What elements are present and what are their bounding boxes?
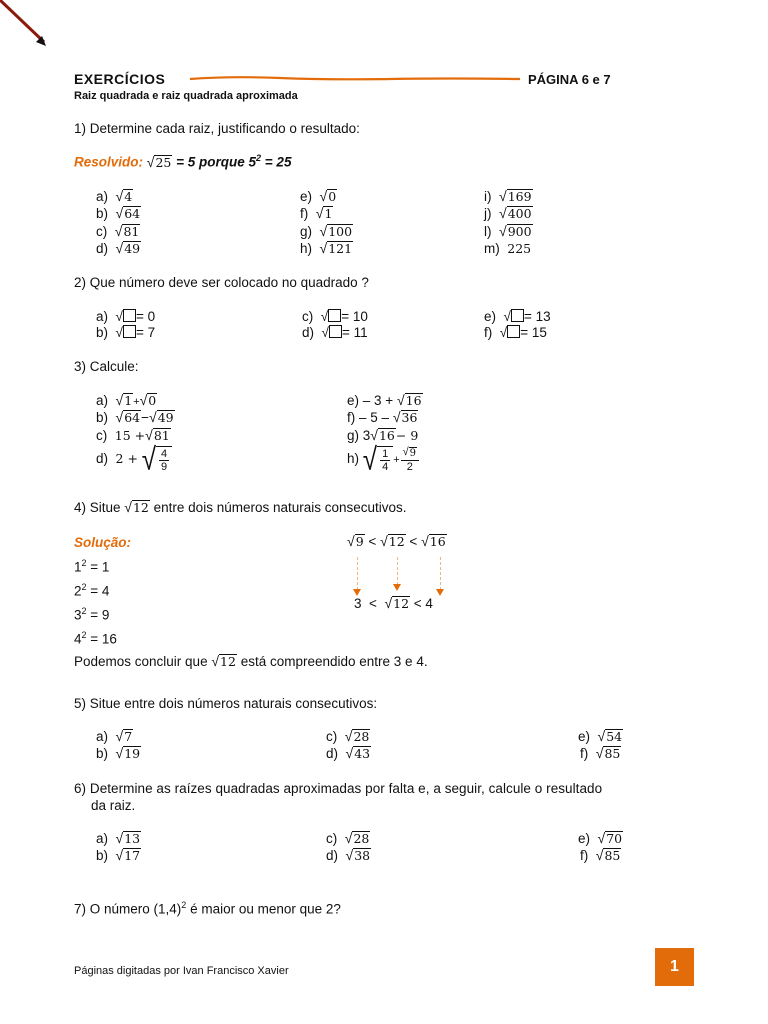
q5-item: f) √ 85 (580, 745, 621, 761)
q3-item-h: h) √ $\frac{1}{4}$ + √ 9 2 (347, 446, 420, 473)
q2-item: d) √ = 11 (302, 325, 368, 340)
q1-item: d) √ 49 (96, 240, 141, 256)
q4-conclusion: Podemos concluir que √ 12 está compreendido entre 3 e 4. (74, 653, 428, 669)
q2-item: f) √ = 15 (484, 325, 547, 340)
corner-arrow-icon (0, 0, 60, 60)
q5-item: d) √ 43 (326, 745, 371, 761)
blank-box[interactable] (329, 325, 342, 338)
arrow-line-left (357, 557, 358, 590)
blank-box[interactable] (123, 325, 136, 338)
q6-item: d) √ 38 (326, 847, 371, 863)
q6-item: a) √ 13 (96, 830, 141, 846)
power-row-1: $1^2 = 1$ (74, 558, 110, 575)
q1-item: m) 225 (484, 241, 532, 256)
q6-item: f) √ 85 (580, 847, 621, 863)
q2-prompt: 2) Que número deve ser colocado no quadrado ? (74, 275, 369, 290)
q1-item: j) √ 400 (484, 205, 532, 221)
header-title: EXERCÍCIOS (74, 71, 166, 87)
inequality-top: √ 9 < √ 12 < √ 16 (347, 533, 446, 549)
page-reference: PÁGINA 6 e 7 (528, 72, 611, 87)
q1-item: h) √ 121 (300, 240, 353, 256)
arrow-head-mid (393, 584, 401, 591)
q1-item: i) √ 169 (484, 188, 532, 204)
q5-item: a) √ 7 (96, 728, 133, 744)
arrow-head-left (353, 589, 361, 596)
arrow-line-right (440, 557, 441, 590)
header-rule (190, 75, 520, 83)
q6-item: e) √ 70 (578, 830, 623, 846)
page-number-badge (655, 948, 694, 986)
blank-box[interactable] (511, 309, 524, 322)
q3-item-c: c) 15 + √ 81 (96, 427, 170, 443)
arrow-line-mid (397, 557, 398, 585)
q3-item-b: b) √ 64 − √ 49 (96, 409, 174, 425)
power-row-4: $4^2 = 16$ (74, 630, 117, 647)
q2-item: e) √ = 13 (484, 309, 551, 324)
q1-item: c) √ 81 (96, 223, 140, 239)
q2-item: c) √ = 10 (302, 309, 368, 324)
solved-label: Resolvido: (74, 154, 144, 170)
q1-item: g) √ 100 (300, 223, 353, 239)
q3-item-d: d) 2 + √ $\frac{4}{9}$ (96, 446, 172, 473)
power-row-3: $3^2 = 9$ (74, 606, 110, 623)
q6-prompt-line1: 6) Determine as raízes quadradas aproximadas por falta e, a seguir, calcule o resultado (74, 781, 603, 796)
q2-item: a) √ = 0 (96, 309, 156, 324)
q6-prompt-line2: da raiz. (91, 798, 136, 813)
q5-item: e) √ 54 (578, 728, 623, 744)
blank-box[interactable] (507, 325, 520, 338)
arrow-head-right (436, 589, 444, 596)
q1-item: l) √ 900 (484, 223, 532, 239)
q4-prompt: 4) Situe √ 12 entre dois números naturais consecutivos. (74, 499, 407, 515)
q7-prompt: 7) O número $(1,4)^2$ é maior ou menor que 2? (74, 900, 341, 917)
blank-box[interactable] (123, 309, 136, 322)
q3-item-f: f) – 5 – √ 36 (347, 409, 418, 425)
inequality-bottom: 3 < √ 12 < 4 (354, 595, 433, 611)
header-subtitle: Raiz quadrada e raiz quadrada aproximada (74, 90, 298, 102)
q6-item: c) √ 28 (326, 830, 370, 846)
q3-item-e: e) – 3 + √ 16 (347, 392, 422, 408)
q1-item: f) √ 1 (300, 205, 333, 221)
blank-box[interactable] (328, 309, 341, 322)
q3-item-g: g) 3 √ 16 − 9 (347, 427, 419, 443)
q5-item: c) √ 28 (326, 728, 370, 744)
q3-prompt: 3) Calcule: (74, 359, 139, 374)
q3-item-a: a) √ 1 + √ 0 (96, 392, 157, 408)
q1-item: b) √ 64 (96, 205, 141, 221)
q6-item: b) √ 17 (96, 847, 141, 863)
q1-item: e) √ 0 (300, 188, 337, 204)
solved-radicand: 25 (155, 154, 172, 170)
q1-item: a) √ 4 (96, 188, 133, 204)
power-row-2: $2^2 = 4$ (74, 582, 110, 599)
q5-prompt: 5) Situe entre dois números naturais consecutivos: (74, 696, 378, 711)
q2-item: b) √ = 7 (96, 325, 156, 340)
page-number: 1 (670, 958, 679, 975)
q1-prompt: 1) Determine cada raiz, justificando o resultado: (74, 121, 360, 136)
q5-item: b) √ 19 (96, 745, 141, 761)
solution-label: Solução: (74, 535, 132, 550)
q1-solved-example: Resolvido: √ 25 = 5 porque $5^2 = 25$ (74, 153, 292, 170)
footer-credit: Páginas digitadas por Ivan Francisco Xavier (74, 965, 289, 977)
